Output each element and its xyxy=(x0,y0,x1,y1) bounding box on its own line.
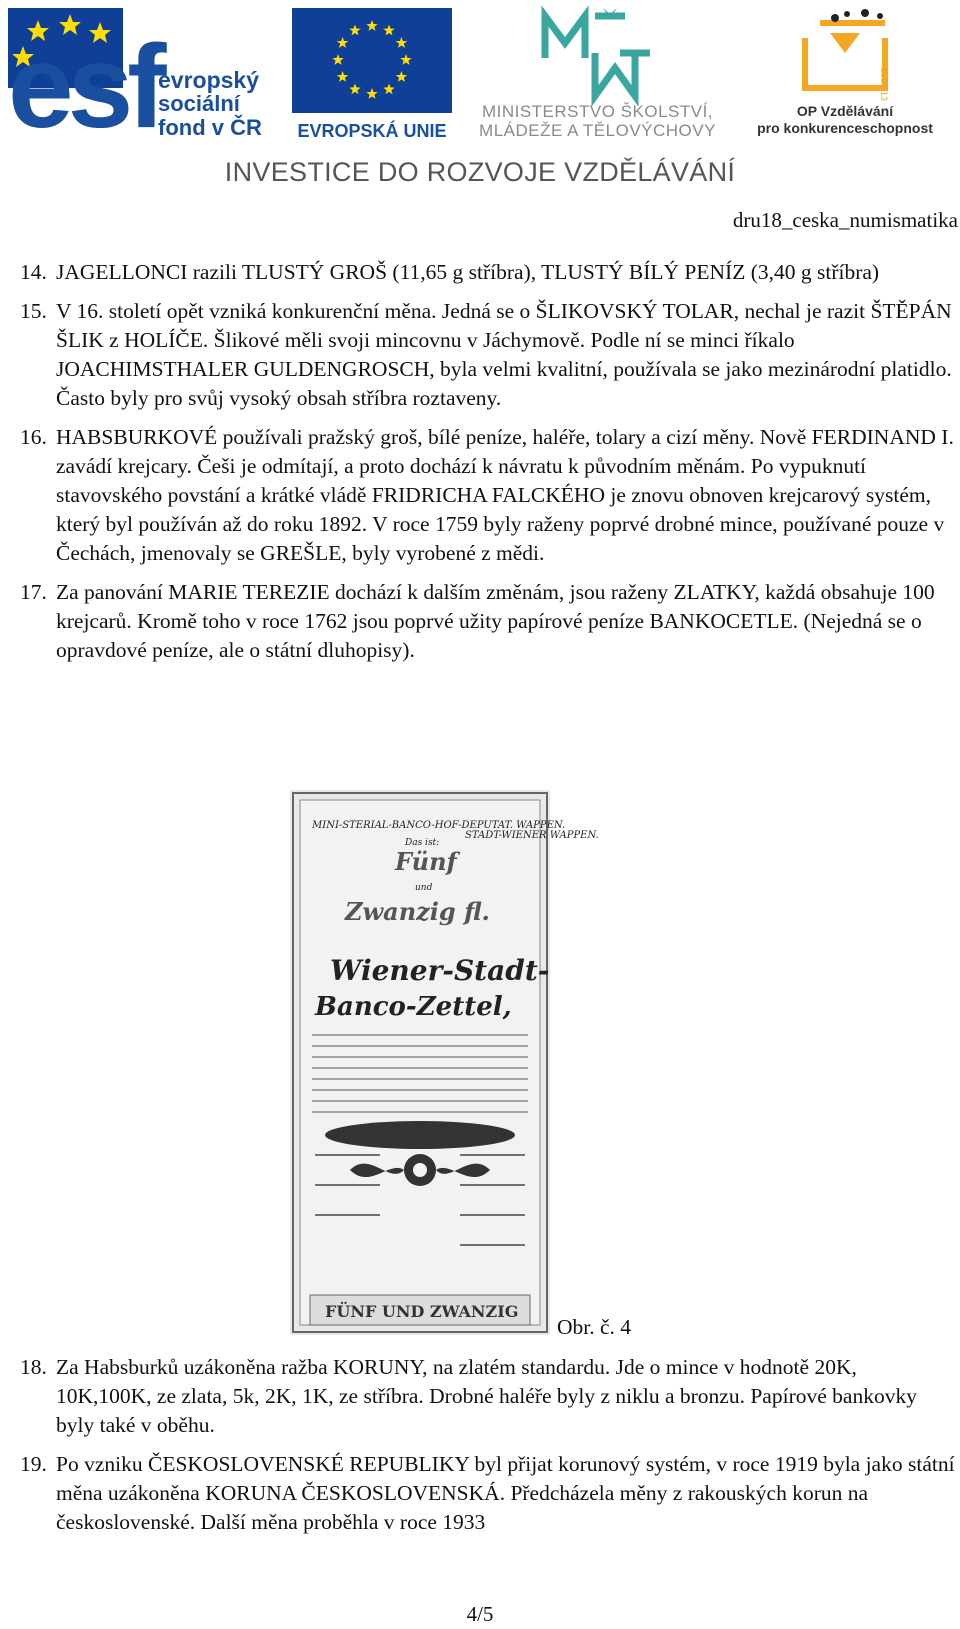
banknote-right-label: STADT-WIENER WAPPEN. xyxy=(465,830,599,841)
figure-caption: Obr. č. 4 xyxy=(557,1315,632,1339)
item-number: 17. xyxy=(20,580,47,604)
list-item xyxy=(20,578,955,665)
eu-star-icon xyxy=(337,71,349,82)
banknote-title1: Wiener-Stadt- xyxy=(330,954,550,987)
banknote-line3: und xyxy=(415,883,433,893)
page-number: 4/5 xyxy=(466,1602,494,1626)
item-text: JAGELLONCI razili TLUSTÝ GROŠ (11,65 g stříbra), TLUSTÝ BÍLÝ PENÍZ (3,40 g stříbra) xyxy=(56,260,880,284)
banknote-image xyxy=(290,790,599,1335)
item-text: Za panování MARIE TEREZIE dochází k dalším změnám, jsou raženy ZLATKY, každá obsahuje 100 krejcarů. Kromě toho v roce 1762 jsou poprvé užity papírové peníze BANKOCETLE. (Nejedná se o opravdové peníze, ale o státní dluhopisy). xyxy=(56,580,935,662)
banknote-figure xyxy=(290,790,599,1335)
eu-star-icon xyxy=(337,37,349,48)
eu-star-icon xyxy=(396,37,408,48)
banknote-line1: Das ist: xyxy=(405,838,440,848)
op-line1: OP Vzdělávání xyxy=(796,103,894,119)
msmt-mark-icon xyxy=(535,8,655,98)
document-reference: dru18_ceska_numismatika xyxy=(732,208,958,232)
msmt-line2: MLÁDEŽE A TĚLOVÝCHOVY xyxy=(479,121,716,140)
eu-star-icon xyxy=(383,83,394,94)
msmt-logo xyxy=(465,8,730,143)
esf-text xyxy=(158,68,262,140)
eu-logo xyxy=(292,8,452,143)
eu-star-icon xyxy=(396,71,408,82)
banknote-footer: FÜNF UND ZWANZIG xyxy=(325,1302,519,1321)
op-logo xyxy=(745,8,945,143)
op-text xyxy=(745,103,945,137)
item-text: HABSBURKOVÉ používali pražský groš, bílé peníze, haléře, tolary a cizí měny. Nově FERDINAND I. zavádí krejcary. Češi je odmítají, a proto dochází k návratu k původním měnám. Po vypuknutí stavovského povstání a krátké vládě FRIDRICHA FALCKÉHO je znovu obnoven krejcarový systém, který byl používán až do roku 1892. V roce 1759 byly raženy poprvé drobné mince, používané pouze v Čechách, jmenovaly se GREŠLE, byly vyrobené z mědi. xyxy=(56,425,954,565)
item-number: 16. xyxy=(20,425,47,449)
list-item xyxy=(20,258,955,287)
item-text: Po vzniku ČESKOSLOVENSKÉ REPUBLIKY byl přijat korunový systém, v roce 1919 byla jako státní měna uzákoněna KORUNA ČESKOSLOVENSKÁ. Předcházela měny z rakouských korun na československé. Další měna proběhla v roce 1933 xyxy=(56,1452,955,1534)
item-number: 18. xyxy=(20,1355,47,1379)
list-item xyxy=(20,1450,955,1537)
item-number: 14. xyxy=(20,260,47,284)
esf-line3: fond v ČR xyxy=(158,115,262,140)
esf-line1: evropský xyxy=(158,67,260,93)
eu-star-icon xyxy=(349,83,360,94)
main-content-continued xyxy=(20,1353,955,1547)
tagline: INVESTICE DO ROZVOJE VZDĚLÁVÁNÍ xyxy=(224,157,736,187)
item-number: 15. xyxy=(20,299,47,323)
list-item xyxy=(20,1353,955,1440)
banknote-line4: Zwanzig fl. xyxy=(345,897,490,926)
eu-star-icon xyxy=(332,54,343,65)
banknote-left-label: MINI-STERIAL-BANCO-HOF-DEPUTAT. WAPPEN. xyxy=(312,820,566,831)
banknote-line2: Fünf xyxy=(395,847,457,876)
eu-star-icon xyxy=(349,25,360,36)
eu-label: EVROPSKÁ UNIE xyxy=(297,121,447,141)
list-item xyxy=(20,297,955,413)
esf-line2: sociální xyxy=(158,91,240,116)
eu-star-icon xyxy=(383,25,394,36)
esf-letters: esf xyxy=(8,21,161,153)
op-mark-icon xyxy=(785,8,905,102)
msmt-text xyxy=(465,102,730,140)
item-text: Za Habsburků uzákoněna ražba KORUNY, na zlatém standardu. Jde o mince v hodnotě 20K, 10K,100K, ze zlata, 5k, 2K, 1K, ze stříbra. Drobné haléře byly z niklu a bronzu. Papírové bankovky byly také v oběhu. xyxy=(56,1355,917,1437)
eu-star-icon xyxy=(400,54,411,65)
op-years: 2007-13 xyxy=(879,68,889,102)
esf-logo xyxy=(8,8,283,153)
item-text: V 16. století opět vzniká konkurenční měna. Jedná se o ŠLIKOVSKÝ TOLAR, nechal je razit ŠTĚPÁN ŠLIK z HOLÍČE. Šlikové měli svoji mincovnu v Jáchymově. Podle ní se minci říkalo JOACHIMSTHALER GULDENGROSCH, byla velmi kvalitní, používala se jako mezinárodní platidlo. Často byly pro svůj vysoký obsah stříbra roztaveny. xyxy=(56,299,952,410)
banknote-title2: Banco-Zettel, xyxy=(315,992,512,1022)
list-item xyxy=(20,423,955,568)
main-content xyxy=(20,258,955,675)
msmt-line1: MINISTERSTVO ŠKOLSTVÍ, xyxy=(481,102,714,121)
item-number: 19. xyxy=(20,1452,47,1476)
eu-flag xyxy=(292,8,452,113)
op-line2: pro konkurenceschopnost xyxy=(757,120,933,136)
eu-star-icon xyxy=(366,20,377,31)
eu-star-icon xyxy=(366,88,377,99)
header-logos xyxy=(0,0,960,205)
